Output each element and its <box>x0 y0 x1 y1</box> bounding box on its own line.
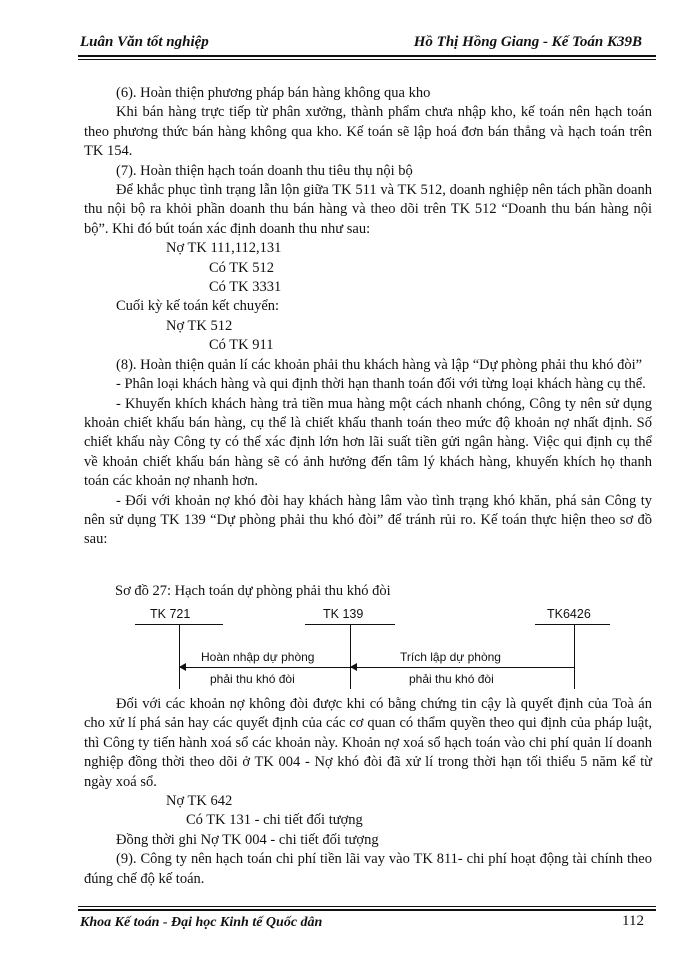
accounting-diagram <box>115 583 655 695</box>
footer-left-text: Khoa Kế toán - Đại học Kinh tế Quốc dân <box>80 915 323 930</box>
header-left-title: Luân Văn tốt nghiệp <box>80 34 209 50</box>
footer-rule-thin <box>78 906 656 907</box>
section-7-body: Để khắc phục tình trạng lẫn lộn giữa TK 511 và TK 512, doanh nghiệp nên tách phần doanh thu nội bộ ra khỏi phần doanh thu bán hàng và theo dõi trên TK 512 “Doanh thu bán hàng nội bộ”. Khi đó bút toán xác định doanh thu như sau: <box>84 182 652 237</box>
header-rule-thin <box>78 59 656 60</box>
footer-rule-thick <box>78 909 656 911</box>
flow1-arrow-line <box>179 667 350 668</box>
tk139-t-stem <box>350 624 351 689</box>
body-text-continued <box>84 695 652 889</box>
section-6-body: Khi bán hàng trực tiếp từ phân xưởng, thành phẩm chưa nhập kho, kế toán nên hạch toán theo phương thức bán hàng không qua kho. Kế toán sẽ lập hoá đơn bán thẳng và hạch toán trên TK 154. <box>84 104 652 160</box>
entry2-debit: Nợ TK 512 <box>166 317 233 334</box>
entry1-debit: Nợ TK 111,112,131 <box>166 240 282 257</box>
section-8-heading: (8). Hoàn thiện quản lí các khoản phải thu khách hàng và lập “Dự phòng phải thu khó đòi” <box>116 356 643 373</box>
account-tk6426: TK6426 <box>547 607 591 621</box>
flow1-label-line2: phải thu khó đòi <box>210 672 295 686</box>
section-6-heading: (6). Hoàn thiện phương pháp bán hàng không qua kho <box>116 85 431 101</box>
diagram-title: Sơ đồ 27: Hạch toán dự phòng phải thu khó đòi <box>115 583 391 599</box>
header-right-title: Hồ Thị Hồng Giang - Kế Toán K39B <box>413 34 642 50</box>
entry3-credit: Có TK 131 - chi tiết đối tượng <box>186 812 363 829</box>
body-text <box>84 84 652 550</box>
tk721-t-stem <box>179 624 180 689</box>
entry3-note: Đồng thời ghi Nợ TK 004 - chi tiết đối tượng <box>116 831 379 848</box>
account-tk139: TK 139 <box>323 607 364 621</box>
section-9-body: (9). Công ty nên hạch toán chi phí tiền lãi vay vào TK 811- chi phí hoạt động tài chính theo đúng chế độ kế toán. <box>84 851 652 887</box>
section-8-bullet-3: - Đối với khoản nợ khó đòi hay khách hàng lâm vào tình trạng khó khăn, phá sản Công ty nên sử dụng TK 139 “Dự phòng phải thu khó đòi” để tránh rủi ro. Kế toán thực hiện theo sơ đồ sau: <box>84 492 652 548</box>
flow2-label-line2: phải thu khó đòi <box>409 672 494 686</box>
account-tk721: TK 721 <box>150 607 191 621</box>
flow1-arrow-head <box>179 663 186 671</box>
section-8-bullet-2: - Khuyến khích khách hàng trả tiền mua hàng một cách nhanh chóng, Công ty nên sử dụng khoản chiết khấu bán hàng, cụ thể là chiết khấu thanh toán theo mức độ khoản nợ nhất định. Số chiết khấu này Công ty có thể xác định lớn hơn lãi suất tiền gửi ngân hàng. Việc qui định cụ thể về khoản chiết khấu bán hàng sẽ có ảnh hưởng đến tâm lý khách hàng, khuyến khích họ thanh toán các khoản nợ nhanh hơn. <box>84 395 652 490</box>
section-7-heading: (7). Hoàn thiện hạch toán doanh thu tiêu thụ nội bộ <box>116 162 413 179</box>
flow2-arrow-head <box>350 663 357 671</box>
entry1-credit2: Có TK 3331 <box>209 279 282 296</box>
header-rule-thick <box>78 55 656 57</box>
flow2-arrow-line <box>350 667 574 668</box>
section-8-bullet-1: - Phân loại khách hàng và qui định thời hạn thanh toán đối với từng loại khách hàng cụ thể. <box>116 376 646 393</box>
entry3-debit: Nợ TK 642 <box>166 793 233 810</box>
tk6426-t-bar <box>535 624 610 625</box>
tk6426-t-stem <box>574 624 575 689</box>
entry2-credit: Có TK 911 <box>209 337 274 354</box>
entry1-credit1: Có TK 512 <box>209 259 274 276</box>
flow2-label-line1: Trích lập dự phòng <box>400 650 501 664</box>
section-8-body-writeoff: Đối với các khoản nợ không đòi được khi có bằng chứng tin cậy là quyết định của Toà án cho xử lí phá sản hay các quyết định của các cơ quan có thẩm quyền theo qui định của pháp luật, thì Công ty tiến hành xoá sổ các khoản này. Khoản nợ xoá sổ hạch toán vào chi phí quản lí doanh nghiệp đồng thời theo dõi ở TK 004 - Nợ khó đòi đã xử lí trong thời hạn tối thiểu 5 năm kể từ ngày xoá sổ. <box>84 696 652 790</box>
flow1-label-line1: Hoàn nhập dự phòng <box>201 650 315 664</box>
closing-label: Cuối kỳ kế toán kết chuyển: <box>116 298 280 315</box>
page-number: 112 <box>622 913 644 929</box>
